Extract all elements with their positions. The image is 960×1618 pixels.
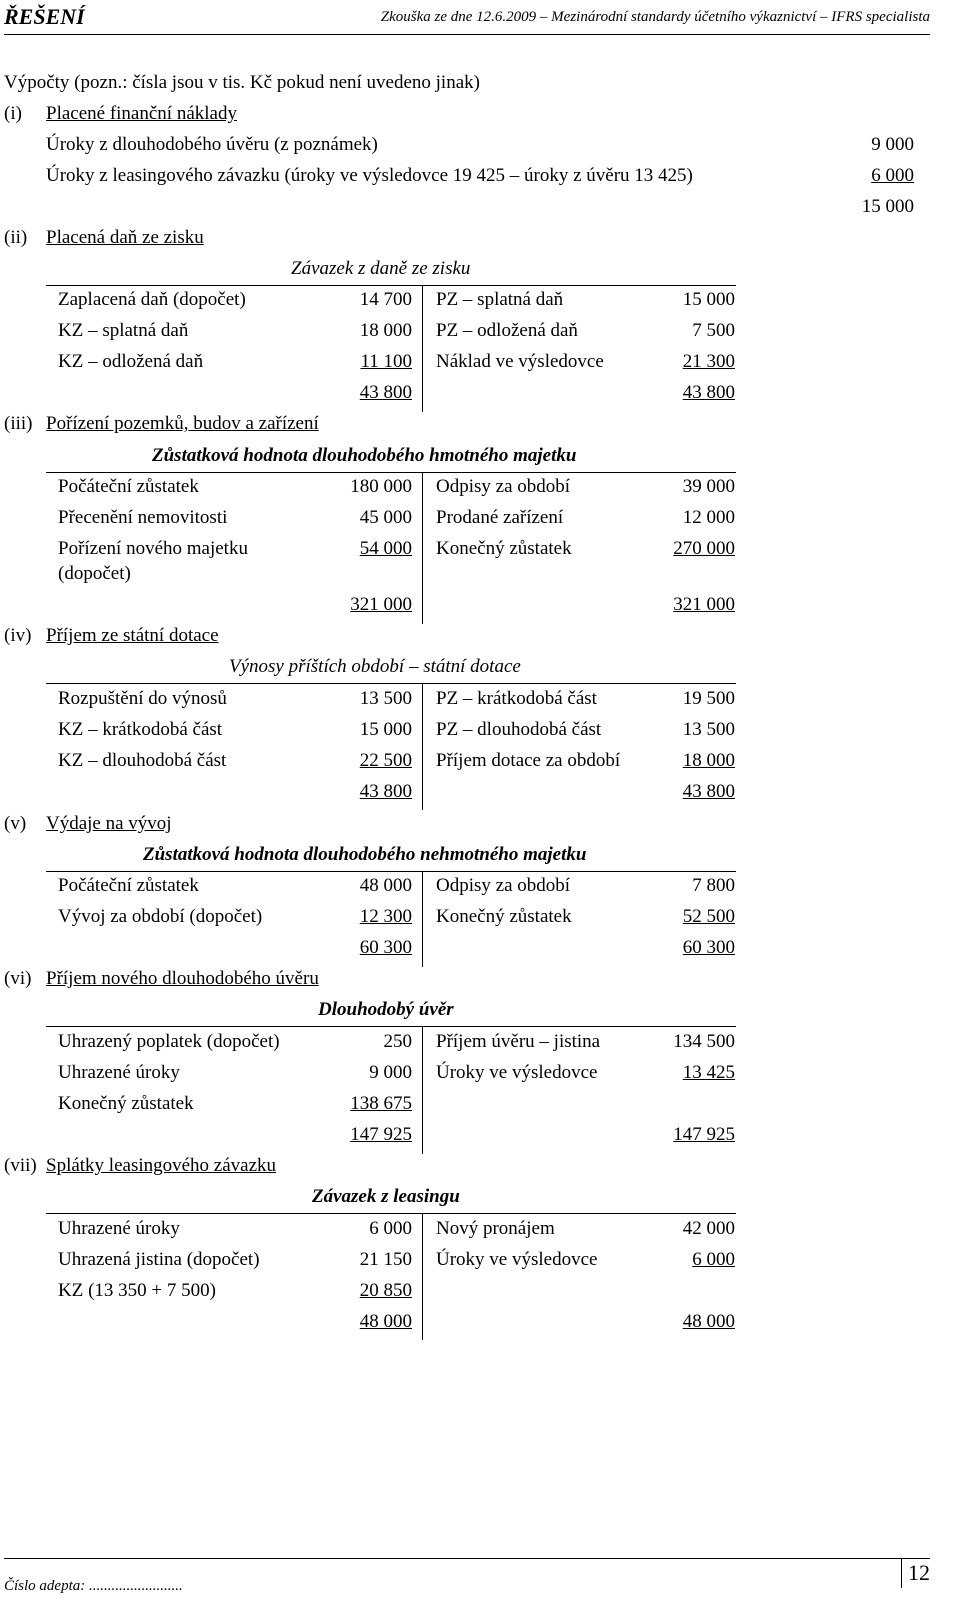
s3-row3-right-value: 270 000	[673, 538, 735, 559]
s6-account-title: Dlouhodobý úvěr	[318, 999, 454, 1020]
s5-row2-left-label: Vývoj za období (dopočet)	[58, 906, 263, 927]
s5-row1-left-label: Počáteční zůstatek	[58, 875, 199, 896]
section-3-number: (iii)	[4, 413, 33, 434]
section-7-title: Splátky leasingového závazku	[46, 1155, 277, 1176]
s6-row1-left-value: 250	[383, 1031, 412, 1052]
s7-total-right: 48 000	[682, 1311, 735, 1332]
header-title: ŘEŠENÍ	[4, 4, 85, 29]
s7-total-left: 48 000	[359, 1311, 412, 1332]
s1-row1-value: 9 000	[871, 134, 914, 155]
s3-row2-right-label: Prodané zařízení	[436, 507, 564, 528]
section-1-title: Placené finanční náklady	[46, 103, 237, 124]
s2-row1-right-value: 15 000	[682, 289, 735, 310]
section-6-title: Příjem nového dlouhodobého úvěru	[46, 968, 319, 989]
candidate-number-field: Číslo adepta: .........................	[4, 1578, 183, 1594]
s3-t-account-divider	[422, 472, 423, 624]
s3-row2-left-value: 45 000	[359, 507, 412, 528]
s7-row1-left-label: Uhrazené úroky	[58, 1218, 180, 1239]
s3-row3-right-label: Konečný zůstatek	[436, 538, 572, 559]
footer-divider	[4, 1558, 930, 1559]
s4-row3-left-label: KZ – dlouhodobá část	[58, 750, 227, 771]
s4-row1-left-label: Rozpuštění do výnosů	[58, 688, 227, 709]
s2-total-left: 43 800	[359, 382, 412, 403]
s4-t-account-divider	[422, 683, 423, 810]
s6-row2-left-label: Uhrazené úroky	[58, 1062, 180, 1083]
s6-t-account-line	[46, 1026, 736, 1027]
s6-total-right: 147 925	[673, 1124, 735, 1145]
s5-row2-right-value: 52 500	[682, 906, 735, 927]
s3-row1-left-label: Počáteční zůstatek	[58, 476, 199, 497]
s2-row3-right-label: Náklad ve výsledovce	[436, 351, 604, 372]
s2-t-account-line	[46, 285, 736, 286]
section-6-number: (vi)	[4, 968, 32, 989]
s5-row2-left-value: 12 300	[359, 906, 412, 927]
s4-total-left: 43 800	[359, 781, 412, 802]
s2-account-title: Závazek z daně ze zisku	[291, 258, 471, 279]
s1-row1-label: Úroky z dlouhodobého úvěru (z poznámek)	[46, 134, 378, 155]
s4-row1-right-value: 19 500	[682, 688, 735, 709]
s3-total-left: 321 000	[350, 594, 412, 615]
s6-row1-right-value: 134 500	[673, 1031, 735, 1052]
s4-row2-right-value: 13 500	[682, 719, 735, 740]
s6-row3-left-value: 138 675	[350, 1093, 412, 1114]
s7-row1-right-value: 42 000	[682, 1218, 735, 1239]
s2-row1-left-label: Zaplacená daň (dopočet)	[58, 289, 246, 310]
s4-row2-right-label: PZ – dlouhodobá část	[436, 719, 602, 740]
s5-t-account-line	[46, 871, 736, 872]
s7-account-title: Závazek z leasingu	[312, 1186, 460, 1207]
s2-row2-right-label: PZ – odložená daň	[436, 320, 578, 341]
section-2-number: (ii)	[4, 227, 28, 248]
s7-row2-left-label: Uhrazená jistina (dopočet)	[58, 1249, 260, 1270]
s4-account-title: Výnosy příštích období – státní dotace	[229, 656, 521, 677]
s1-row2-label: Úroky z leasingového závazku (úroky ve výsledovce 19 425 – úroky z úvěru 13 425)	[46, 165, 693, 186]
section-4-title: Příjem ze státní dotace	[46, 625, 219, 646]
s4-row3-right-value: 18 000	[682, 750, 735, 771]
s3-row2-right-value: 12 000	[682, 507, 735, 528]
s3-total-right: 321 000	[673, 594, 735, 615]
s4-row3-right-label: Příjem dotace za období	[436, 750, 621, 771]
s4-row2-left-value: 15 000	[359, 719, 412, 740]
s2-row2-right-value: 7 500	[692, 320, 735, 341]
s2-row1-left-value: 14 700	[359, 289, 412, 310]
s7-row3-left-label: KZ (13 350 + 7 500)	[58, 1280, 216, 1301]
page-number: 12	[901, 1558, 930, 1588]
s5-t-account-divider	[422, 871, 423, 967]
section-1-number: (i)	[4, 103, 22, 124]
s6-row2-left-value: 9 000	[369, 1062, 412, 1083]
s5-row1-right-label: Odpisy za období	[436, 875, 571, 896]
s2-t-account-divider	[422, 285, 423, 412]
s4-row3-left-value: 22 500	[359, 750, 412, 771]
s5-row2-right-label: Konečný zůstatek	[436, 906, 572, 927]
s3-account-title: Zůstatková hodnota dlouhodobého hmotného majetku	[152, 445, 577, 466]
s2-row1-right-label: PZ – splatná daň	[436, 289, 564, 310]
s4-t-account-line	[46, 683, 736, 684]
s7-row1-right-label: Nový pronájem	[436, 1218, 555, 1239]
section-4-number: (iv)	[4, 625, 32, 646]
s2-row2-left-label: KZ – splatná daň	[58, 320, 189, 341]
s7-row3-left-value: 20 850	[359, 1280, 412, 1301]
section-7-number: (vii)	[4, 1155, 37, 1176]
s6-row3-left-label: Konečný zůstatek	[58, 1093, 194, 1114]
s7-row2-left-value: 21 150	[359, 1249, 412, 1270]
s6-row1-left-label: Uhrazený poplatek (dopočet)	[58, 1031, 280, 1052]
s3-row1-right-value: 39 000	[682, 476, 735, 497]
s7-row2-right-value: 6 000	[692, 1249, 735, 1270]
s3-row1-right-label: Odpisy za období	[436, 476, 571, 497]
section-5-number: (v)	[4, 813, 27, 834]
s5-row1-left-value: 48 000	[359, 875, 412, 896]
s3-row3-continuation: (dopočet)	[58, 563, 131, 584]
s2-row3-left-value: 11 100	[360, 351, 412, 372]
s4-row1-left-value: 13 500	[359, 688, 412, 709]
s7-t-account-divider	[422, 1213, 423, 1340]
s5-account-title: Zůstatková hodnota dlouhodobého nehmotného majetku	[143, 844, 587, 865]
s5-total-right: 60 300	[682, 937, 735, 958]
s2-row3-right-value: 21 300	[682, 351, 735, 372]
s1-row2-value: 6 000	[871, 165, 914, 186]
s3-row3-left-label: Pořízení nového majetku	[58, 538, 248, 559]
s6-row1-right-label: Příjem úvěru – jistina	[436, 1031, 601, 1052]
header-divider	[4, 34, 930, 35]
header-subtitle: Zkouška ze dne 12.6.2009 – Mezinárodní standardy účetního výkaznictví – IFRS specialista	[380, 9, 930, 25]
s6-t-account-divider	[422, 1026, 423, 1154]
s2-total-right: 43 800	[682, 382, 735, 403]
s3-row1-left-value: 180 000	[350, 476, 412, 497]
s3-t-account-line	[46, 472, 736, 473]
s3-row2-left-label: Přecenění nemovitosti	[58, 507, 228, 528]
s1-total: 15 000	[861, 196, 914, 217]
intro-text: Výpočty (pozn.: čísla jsou v tis. Kč pokud není uvedeno jinak)	[4, 72, 480, 93]
s2-row2-left-value: 18 000	[359, 320, 412, 341]
s5-row1-right-value: 7 800	[692, 875, 735, 896]
section-3-title: Pořízení pozemků, budov a zařízení	[46, 413, 319, 434]
section-2-title: Placená daň ze zisku	[46, 227, 204, 248]
s3-row3-left-value: 54 000	[359, 538, 412, 559]
s4-row1-right-label: PZ – krátkodobá část	[436, 688, 597, 709]
s4-row2-left-label: KZ – krátkodobá část	[58, 719, 223, 740]
s5-total-left: 60 300	[359, 937, 412, 958]
s6-row2-right-value: 13 425	[682, 1062, 735, 1083]
section-5-title: Výdaje na vývoj	[46, 813, 172, 834]
s2-row3-left-label: KZ – odložená daň	[58, 351, 204, 372]
s7-row2-right-label: Úroky ve výsledovce	[436, 1249, 598, 1270]
s6-total-left: 147 925	[350, 1124, 412, 1145]
s6-row2-right-label: Úroky ve výsledovce	[436, 1062, 598, 1083]
s4-total-right: 43 800	[682, 781, 735, 802]
s7-row1-left-value: 6 000	[369, 1218, 412, 1239]
s7-t-account-line	[46, 1213, 736, 1214]
